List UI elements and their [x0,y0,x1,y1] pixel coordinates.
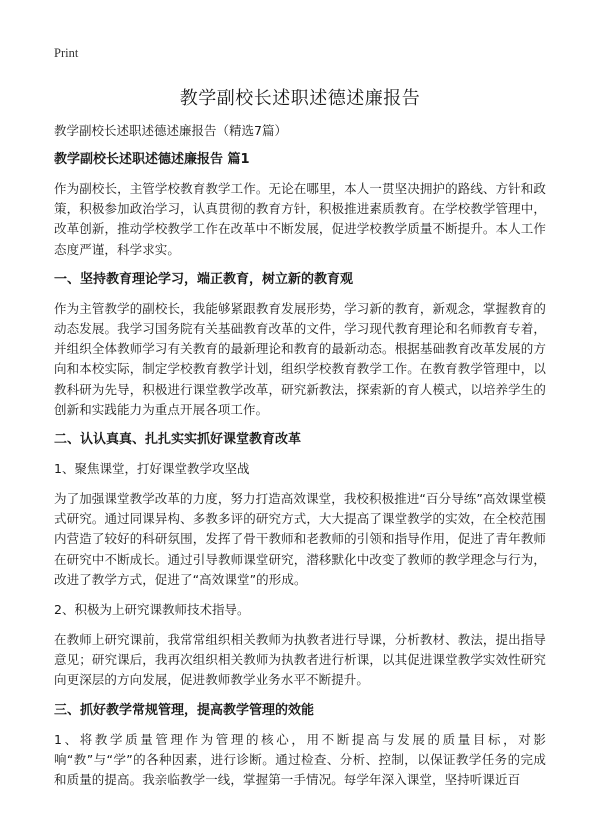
list-item-two: 2、积极为上研究课教师技术指导。 [54,602,250,618]
heading-part-one: 一、坚持教育理论学习，端正教育，树立新的教育观 [54,271,354,287]
heading-part-three: 三、抓好教学常规管理，提高教学管理的效能 [54,702,315,718]
paragraph-item-two: 在教师上研究课前，我常常组织相关教师为执教者进行导课，分析教材、教法，提出指导意见；研究课后，我再次组织相关教师为执教者进行析课，以其促进课堂教学实效性研究向更深层的方向发展，促进教师教学业务水平不断提升。 [54,632,546,688]
section-title: 教学副校长述职述德述廉报告 篇1 [54,152,250,167]
heading-part-two: 二、认认真真、扎扎实实抓好课堂教育改革 [54,432,302,448]
document-subtitle: 教学副校长述职述德述廉报告（精选7篇） [54,123,287,138]
document-title: 教学副校长述职述德述廉报告 [179,88,421,109]
paragraph-part-one: 作为主管教学的副校长，我能够紧跟教育发展形势，学习新的教育，新观念，掌握教育的动态发展。我学习国务院有关基础教育改革的文件，学习现代教育理论和名师教育专着，并组织全体教师学习有关教育的最新理论和教育的最新动态。根据基础教育改革发展的方向和本校实际，制定学校教育教学计划，组织学校教育教学工作。在教育教学管理中，以教科研为先导，积极进行课堂教学改革，研究新教法，探索新的育人模式，以培养学生的创新和实践能力为重点开展各项工作。 [54,300,546,417]
paragraph-part-three: 1、将教学质量管理作为管理的核心，用不断提高与发展的质量目标，对影响“教”与“学”的各种因素，进行诊断。通过检查、分析、控制，以保证教学任务的完成和质量的提高。我亲临教学一线，掌握第一手情况。每学年深入课堂，坚持听课近百 [54,731,546,788]
paragraph-item-one: 为了加强课堂教学改革的力度，努力打造高效课堂，我校积极推进“百分导练”高效课堂模式研究。通过同课异构、多教多评的研究方式，大大提高了课堂教学的实效，在全校范围内营造了较好的科研氛围，发挥了骨干教师和老教师的引领和指导作用，促进了青年教师在研究中不断成长。通过引导教师课堂研究，潜移默化中改变了教师的教学理念与行为，改进了教学方式，促进了“高效课堂”的形成。 [54,491,546,587]
document-body [54,121,546,800]
paragraph-intro: 作为副校长，主管学校教育教学工作。无论在哪里，本人一贯坚决拥护的路线、方针和政策，积极参加政治学习，认真贯彻的教育方针，积极推进素质教育。在学校教学管理中，改革创新，推动学校教学工作在改革中不断发展，促进学校教学质量不断提升。本人工作态度严谨，科学求实。 [54,181,546,257]
print-link[interactable]: Print [54,46,79,60]
list-item-one: 1、聚焦课堂，打好课堂教学攻坚战 [54,461,250,477]
